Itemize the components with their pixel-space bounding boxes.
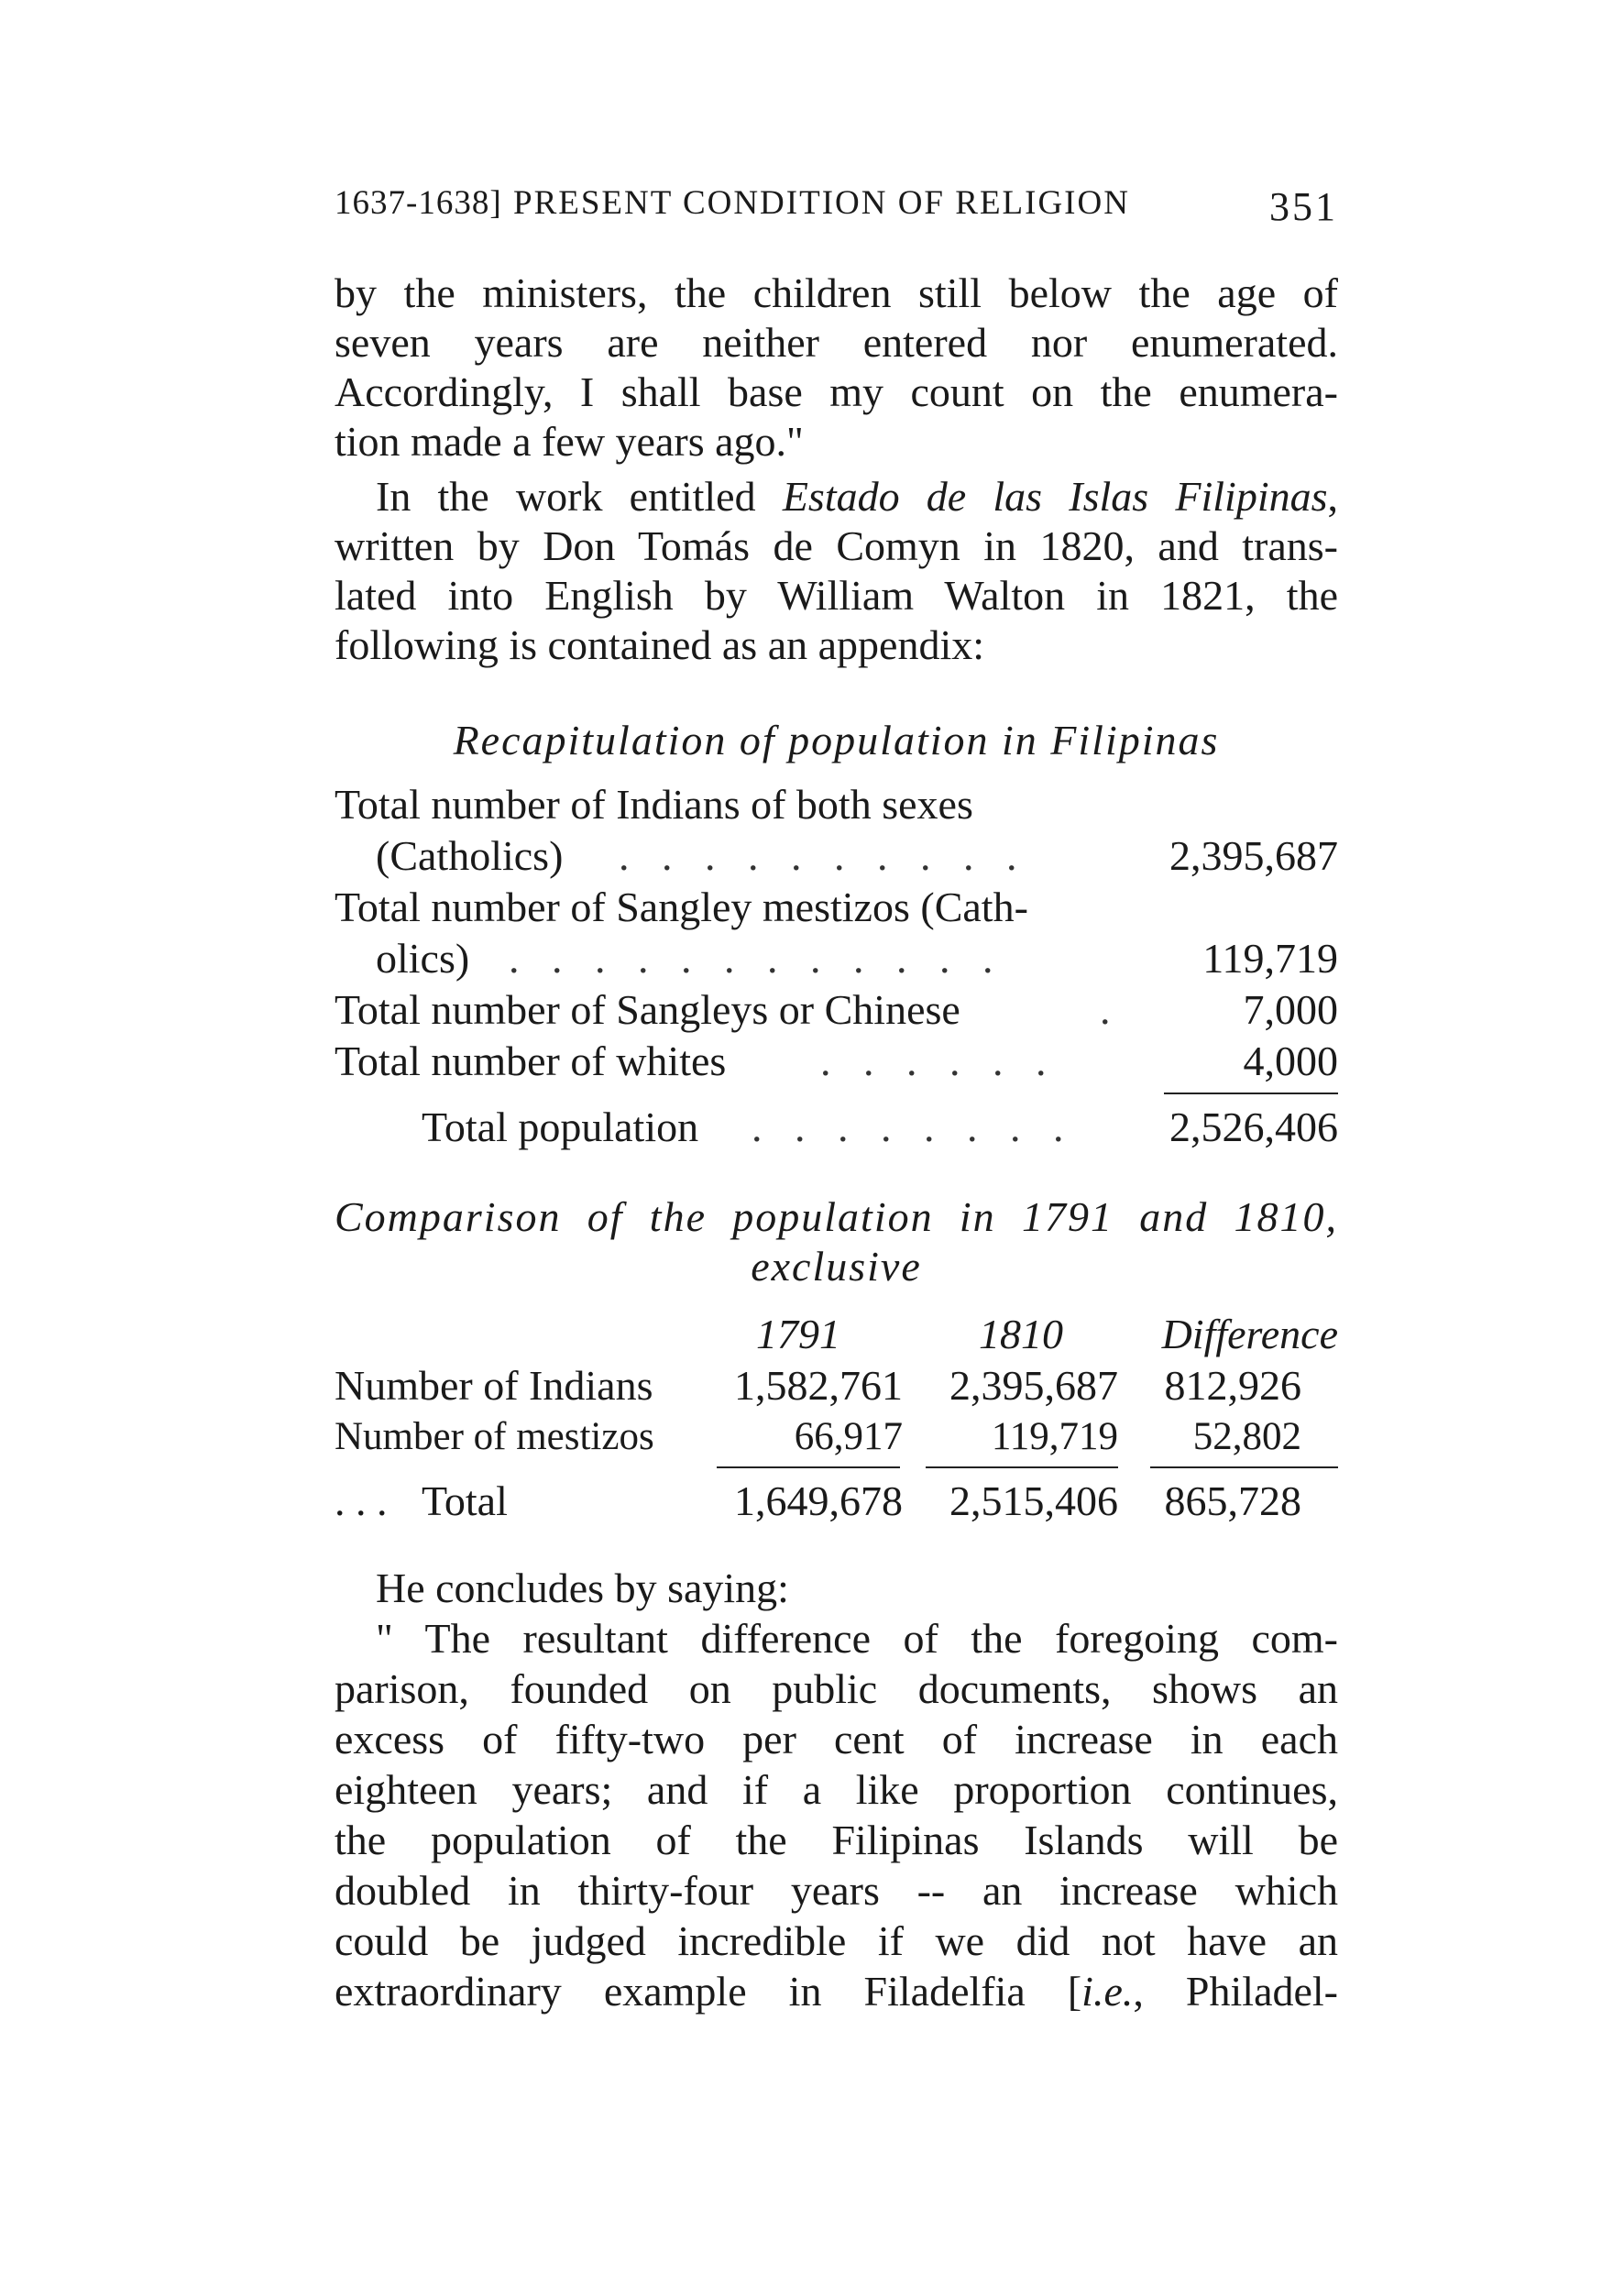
row-label: Total number of whites (335, 1038, 727, 1084)
header-title: PRESENT CONDITION OF RELIGION (513, 184, 1130, 222)
sum-rule (1150, 1466, 1338, 1468)
book-title: Estado de las Islas Filipinas (782, 473, 1328, 520)
total-difference: 865,728 (1164, 1477, 1301, 1524)
row-label: olics) (376, 935, 470, 982)
paragraph-line: following is contained as an appendix: (335, 621, 985, 668)
recap-total-row (335, 1102, 1338, 1153)
row-label: Total number of Sangleys or Chinese (335, 986, 960, 1033)
paragraph-line (376, 471, 1338, 522)
comparison-title: Comparison of the population in 1791 and 1810, (335, 1193, 1338, 1240)
row-label: (Catholics) (376, 832, 564, 879)
abbreviation: i.e. (1081, 1968, 1134, 2015)
comparison-row (335, 1411, 1338, 1463)
text-run: In the work entitled (376, 473, 783, 520)
paragraph-line: " The resultant difference of the foregoing com- (376, 1615, 1338, 1662)
paragraph-line: tion made a few years ago." (335, 418, 804, 465)
paragraph-line: parison, founded on public documents, shows an (335, 1665, 1338, 1712)
recap-row (335, 933, 1338, 984)
value-1791: 1,582,761 (734, 1362, 903, 1409)
paragraph-line (335, 1966, 1338, 2017)
recap-row (335, 830, 1338, 882)
page-number: 351 (1269, 184, 1338, 229)
text-run: extraordinary example in Filadelfia [ (335, 1968, 1082, 2015)
paragraph-line: eighteen years; and if a like proportion continues, (335, 1766, 1338, 1813)
comparison-header-row (335, 1309, 1338, 1360)
column-header-difference: Difference (1161, 1311, 1338, 1357)
row-label: Total number of Indians of both sexes (335, 781, 973, 828)
paragraph-line: written by Don Tomás de Comyn in 1820, and trans- (335, 522, 1338, 569)
total-label: Total population (422, 1104, 699, 1150)
comparison-total-row (335, 1476, 1338, 1527)
recap-row (335, 984, 1338, 1036)
row-label: Number of Indians (335, 1362, 653, 1409)
value-1810: 2,395,687 (949, 1362, 1118, 1409)
total-label: Total (422, 1477, 508, 1524)
dot-leader: . . . . . . . . (752, 1104, 1075, 1150)
row-value: 2,395,687 (1169, 832, 1338, 879)
row-value: 7,000 (1243, 986, 1338, 1033)
row-value: 119,719 (1202, 935, 1338, 982)
text-run: , Philadel- (1133, 1968, 1339, 2015)
paragraph-line: doubled in thirty-four years -- an increase which (335, 1867, 1338, 1914)
recap-row-label (335, 882, 1338, 933)
recap-row (335, 1036, 1338, 1087)
total-value: 2,526,406 (1169, 1104, 1338, 1150)
sum-rule (1164, 1093, 1338, 1094)
paragraph-line: Accordingly, I shall base my count on the enumera- (335, 368, 1338, 415)
header-years: 1637-1638] (335, 184, 502, 222)
dot-leader: . (1100, 986, 1122, 1033)
column-header-1791: 1791 (756, 1311, 840, 1357)
dot-leader: . . . . . . . . . . . . (509, 935, 1004, 982)
total-1810: 2,515,406 (949, 1477, 1118, 1524)
paragraph-line: He concludes by saying: (376, 1565, 789, 1611)
sum-rule (926, 1466, 1118, 1468)
row-label: Number of mestizos (335, 1415, 654, 1458)
paragraph-line: lated into English by William Walton in 1821, the (335, 572, 1338, 619)
comparison-row (335, 1360, 1338, 1411)
dot-leader: . . . . . . . . . . (619, 832, 1028, 879)
running-header (335, 183, 1338, 238)
column-header-1810: 1810 (979, 1311, 1063, 1357)
recap-title: Recapitulation of population in Filipinas (453, 717, 1220, 763)
dot-leader: . . . (335, 1477, 388, 1524)
text-run: , (1327, 473, 1339, 520)
paragraph-line: seven years are neither entered nor enumerated. (335, 319, 1338, 366)
value-difference: 812,926 (1164, 1362, 1301, 1409)
paragraph-line: by the ministers, the children still below the age of (335, 269, 1338, 316)
value-1791: 66,917 (794, 1415, 903, 1458)
value-difference: 52,802 (1192, 1415, 1301, 1458)
paragraph-line: excess of fifty-two per cent of increase in each (335, 1716, 1338, 1762)
dot-leader: . . . . . . (820, 1038, 1058, 1084)
total-1791: 1,649,678 (734, 1477, 903, 1524)
sum-rule (717, 1466, 900, 1468)
recap-row-label (335, 779, 1338, 830)
comparison-title-line2: exclusive (751, 1243, 922, 1290)
paragraph-line: could be judged incredible if we did not have an (335, 1917, 1338, 1964)
value-1810: 119,719 (991, 1415, 1118, 1458)
row-value: 4,000 (1243, 1038, 1338, 1084)
paragraph-line: the population of the Filipinas Islands will be (335, 1817, 1338, 1863)
row-label: Total number of Sangley mestizos (Cath- (335, 884, 1028, 930)
